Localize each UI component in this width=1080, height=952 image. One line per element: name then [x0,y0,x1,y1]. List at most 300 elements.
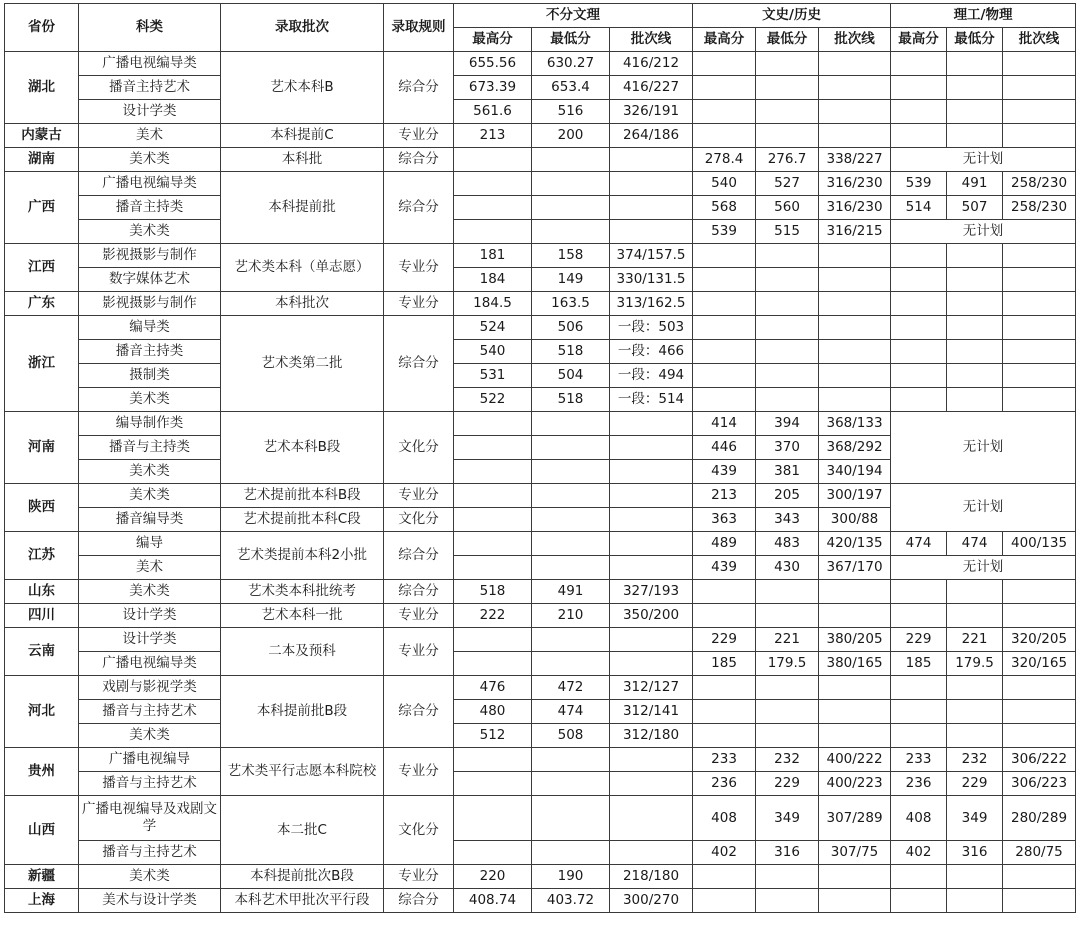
science-score-cell [1003,580,1076,604]
undivided-score-cell: 518 [454,580,532,604]
science-score-cell [947,76,1003,100]
liberal-arts-score-cell [819,889,891,913]
province-cell: 河南 [5,412,79,484]
science-score-cell [1003,700,1076,724]
science-score-cell [891,100,947,124]
undivided-score-cell: 561.6 [454,100,532,124]
liberal-arts-score-cell [756,364,819,388]
undivided-score-cell [532,196,610,220]
rule-cell: 专业分 [384,484,454,508]
header-batch: 录取批次 [221,4,384,52]
liberal-arts-score-cell: 394 [756,412,819,436]
batch-cell: 本科提前C [221,124,384,148]
science-score-cell: 280/75 [1003,841,1076,865]
undivided-score-cell: 190 [532,865,610,889]
batch-cell: 艺术提前批本科B段 [221,484,384,508]
table-body [5,52,1076,913]
subject-cell: 摄制类 [79,364,221,388]
liberal-arts-score-cell: 527 [756,172,819,196]
table-row [5,76,1076,100]
liberal-arts-score-cell: 343 [756,508,819,532]
science-score-cell: 474 [947,532,1003,556]
liberal-arts-score-cell [756,268,819,292]
undivided-score-cell: 163.5 [532,292,610,316]
table-row [5,676,1076,700]
rule-cell: 综合分 [384,532,454,580]
rule-cell: 专业分 [384,124,454,148]
undivided-score-cell: 313/162.5 [610,292,693,316]
liberal-arts-score-cell [693,865,756,889]
undivided-score-cell: 506 [532,316,610,340]
province-cell: 江苏 [5,532,79,580]
liberal-arts-score-cell [693,724,756,748]
batch-cell: 本科批次 [221,292,384,316]
liberal-arts-score-cell: 179.5 [756,652,819,676]
liberal-arts-score-cell: 316/230 [819,172,891,196]
liberal-arts-score-cell: 400/222 [819,748,891,772]
undivided-score-cell: 655.56 [454,52,532,76]
undivided-score-cell [532,172,610,196]
liberal-arts-score-cell [756,316,819,340]
header-ws-max: 最高分 [693,28,756,52]
province-cell: 云南 [5,628,79,676]
province-cell: 新疆 [5,865,79,889]
table-row [5,388,1076,412]
liberal-arts-score-cell [756,100,819,124]
undivided-score-cell [532,532,610,556]
header-nf-max: 最高分 [454,28,532,52]
liberal-arts-score-cell [756,676,819,700]
undivided-score-cell: 516 [532,100,610,124]
undivided-score-cell [454,748,532,772]
table-row [5,700,1076,724]
undivided-score-cell: 184.5 [454,292,532,316]
liberal-arts-score-cell: 236 [693,772,756,796]
undivided-score-cell: 491 [532,580,610,604]
table-row [5,268,1076,292]
subject-cell: 广播电视编导 [79,748,221,772]
batch-cell: 本科提前批次B段 [221,865,384,889]
undivided-score-cell [610,841,693,865]
undivided-score-cell [610,652,693,676]
science-score-cell [891,76,947,100]
liberal-arts-score-cell [693,580,756,604]
undivided-score-cell: 630.27 [532,52,610,76]
liberal-arts-score-cell [693,100,756,124]
batch-cell: 艺术类平行志愿本科院校 [221,748,384,796]
science-score-cell: 316 [947,841,1003,865]
liberal-arts-score-cell [693,316,756,340]
science-score-cell [1003,604,1076,628]
table-row [5,364,1076,388]
header-ws-min: 最低分 [756,28,819,52]
undivided-score-cell: 222 [454,604,532,628]
undivided-score-cell: 518 [532,388,610,412]
province-cell: 贵州 [5,748,79,796]
undivided-score-cell [610,748,693,772]
liberal-arts-score-cell: 420/135 [819,532,891,556]
batch-cell: 本科艺术甲批次平行段 [221,889,384,913]
science-score-cell [947,364,1003,388]
table-row [5,484,1076,508]
science-score-cell [891,268,947,292]
header-province: 省份 [5,4,79,52]
undivided-score-cell [532,628,610,652]
batch-cell: 本科提前批B段 [221,676,384,748]
table-row [5,196,1076,220]
subject-cell: 播音与主持类 [79,436,221,460]
table-row [5,889,1076,913]
science-score-cell: 185 [891,652,947,676]
science-score-cell [1003,52,1076,76]
liberal-arts-score-cell [693,364,756,388]
subject-cell: 播音与主持艺术 [79,700,221,724]
subject-cell: 美术 [79,556,221,580]
liberal-arts-score-cell [819,100,891,124]
science-score-cell [891,292,947,316]
subject-cell: 播音主持类 [79,196,221,220]
undivided-score-cell: 518 [532,340,610,364]
undivided-score-cell [454,172,532,196]
subject-cell: 编导制作类 [79,412,221,436]
liberal-arts-score-cell: 414 [693,412,756,436]
undivided-score-cell [610,532,693,556]
science-score-cell [891,865,947,889]
liberal-arts-score-cell: 205 [756,484,819,508]
liberal-arts-score-cell [819,76,891,100]
liberal-arts-score-cell [819,340,891,364]
undivided-score-cell [532,796,610,841]
science-score-cell [947,52,1003,76]
liberal-arts-score-cell: 483 [756,532,819,556]
subject-cell: 设计学类 [79,628,221,652]
subject-cell: 编导 [79,532,221,556]
science-score-cell: 507 [947,196,1003,220]
science-score-cell: 514 [891,196,947,220]
undivided-score-cell: 312/127 [610,676,693,700]
rule-cell: 综合分 [384,580,454,604]
batch-cell: 艺术本科一批 [221,604,384,628]
undivided-score-cell: 350/200 [610,604,693,628]
science-no-plan-cell: 无计划 [891,412,1076,484]
liberal-arts-score-cell [693,124,756,148]
liberal-arts-score-cell: 560 [756,196,819,220]
undivided-score-cell: 474 [532,700,610,724]
undivided-score-cell [532,148,610,172]
science-score-cell [891,889,947,913]
table-row [5,556,1076,580]
liberal-arts-score-cell [693,889,756,913]
liberal-arts-score-cell [819,364,891,388]
liberal-arts-score-cell: 349 [756,796,819,841]
undivided-score-cell: 416/227 [610,76,693,100]
liberal-arts-score-cell: 439 [693,556,756,580]
province-cell: 广西 [5,172,79,244]
science-score-cell: 233 [891,748,947,772]
science-score-cell [947,244,1003,268]
province-cell: 山东 [5,580,79,604]
liberal-arts-score-cell: 489 [693,532,756,556]
science-score-cell [947,316,1003,340]
undivided-score-cell [454,436,532,460]
science-score-cell [891,340,947,364]
subject-cell: 广播电视编导类 [79,52,221,76]
undivided-score-cell [610,148,693,172]
liberal-arts-score-cell [756,700,819,724]
subject-cell: 影视摄影与制作 [79,244,221,268]
science-score-cell: 539 [891,172,947,196]
subject-cell: 播音主持艺术 [79,76,221,100]
undivided-score-cell [610,628,693,652]
undivided-score-cell [610,460,693,484]
liberal-arts-score-cell [819,700,891,724]
table-row [5,244,1076,268]
header-subject: 科类 [79,4,221,52]
liberal-arts-score-cell [819,676,891,700]
table-row [5,52,1076,76]
undivided-score-cell [532,556,610,580]
header-nf-min: 最低分 [532,28,610,52]
admission-score-table [4,3,1076,913]
liberal-arts-score-cell [756,604,819,628]
subject-cell: 美术与设计学类 [79,889,221,913]
liberal-arts-score-cell: 232 [756,748,819,772]
rule-cell: 综合分 [384,172,454,244]
undivided-score-cell: 一段：503 [610,316,693,340]
undivided-score-cell [610,796,693,841]
rule-cell: 文化分 [384,412,454,484]
liberal-arts-score-cell [819,244,891,268]
science-score-cell [1003,889,1076,913]
liberal-arts-score-cell [693,268,756,292]
science-score-cell [891,604,947,628]
liberal-arts-score-cell: 307/289 [819,796,891,841]
undivided-score-cell: 403.72 [532,889,610,913]
province-cell: 内蒙古 [5,124,79,148]
science-score-cell [1003,244,1076,268]
subject-cell: 数字媒体艺术 [79,268,221,292]
undivided-score-cell [532,460,610,484]
undivided-score-cell [454,196,532,220]
liberal-arts-score-cell [693,676,756,700]
subject-cell: 设计学类 [79,604,221,628]
liberal-arts-score-cell: 400/223 [819,772,891,796]
science-score-cell [1003,364,1076,388]
science-score-cell [947,724,1003,748]
undivided-score-cell [610,436,693,460]
liberal-arts-score-cell: 380/205 [819,628,891,652]
rule-cell: 文化分 [384,508,454,532]
liberal-arts-score-cell [693,340,756,364]
liberal-arts-score-cell: 568 [693,196,756,220]
table-row [5,316,1076,340]
undivided-score-cell: 522 [454,388,532,412]
undivided-score-cell [610,772,693,796]
undivided-score-cell: 一段：466 [610,340,693,364]
liberal-arts-score-cell [819,52,891,76]
science-score-cell [891,580,947,604]
header-group-liberal-arts: 文史/历史 [693,4,891,28]
undivided-score-cell: 540 [454,340,532,364]
science-no-plan-cell: 无计划 [891,220,1076,244]
liberal-arts-score-cell: 539 [693,220,756,244]
batch-cell: 本二批C [221,796,384,865]
subject-cell: 戏剧与影视学类 [79,676,221,700]
liberal-arts-score-cell: 229 [693,628,756,652]
subject-cell: 美术类 [79,484,221,508]
liberal-arts-score-cell [819,580,891,604]
table-row [5,220,1076,244]
undivided-score-cell [454,841,532,865]
table-row [5,748,1076,772]
science-score-cell [947,292,1003,316]
liberal-arts-score-cell [693,388,756,412]
undivided-score-cell: 524 [454,316,532,340]
undivided-score-cell [454,220,532,244]
batch-cell: 艺术类本科批统考 [221,580,384,604]
undivided-score-cell [454,460,532,484]
undivided-score-cell [454,556,532,580]
undivided-score-cell: 312/180 [610,724,693,748]
undivided-score-cell [532,220,610,244]
undivided-score-cell: 326/191 [610,100,693,124]
science-score-cell [1003,292,1076,316]
science-score-cell [1003,76,1076,100]
province-cell: 广东 [5,292,79,316]
undivided-score-cell [454,412,532,436]
table-row [5,604,1076,628]
science-score-cell [891,676,947,700]
undivided-score-cell [610,484,693,508]
science-score-cell: 221 [947,628,1003,652]
liberal-arts-score-cell: 367/170 [819,556,891,580]
liberal-arts-score-cell: 300/197 [819,484,891,508]
science-no-plan-cell: 无计划 [891,556,1076,580]
science-score-cell [891,364,947,388]
liberal-arts-score-cell: 338/227 [819,148,891,172]
undivided-score-cell: 508 [532,724,610,748]
rule-cell: 专业分 [384,604,454,628]
undivided-score-cell: 158 [532,244,610,268]
science-score-cell [947,676,1003,700]
science-score-cell: 320/165 [1003,652,1076,676]
subject-cell: 美术类 [79,148,221,172]
liberal-arts-score-cell: 213 [693,484,756,508]
science-score-cell: 258/230 [1003,172,1076,196]
undivided-score-cell [610,508,693,532]
science-score-cell [947,124,1003,148]
undivided-score-cell [454,508,532,532]
science-score-cell [1003,865,1076,889]
rule-cell: 专业分 [384,292,454,316]
province-cell: 陕西 [5,484,79,532]
liberal-arts-score-cell [756,340,819,364]
undivided-score-cell [532,652,610,676]
subject-cell: 美术类 [79,724,221,748]
subject-cell: 美术类 [79,388,221,412]
batch-cell: 艺术本科B段 [221,412,384,484]
subject-cell: 广播电视编导类 [79,172,221,196]
rule-cell: 综合分 [384,52,454,124]
science-score-cell [1003,124,1076,148]
liberal-arts-score-cell: 540 [693,172,756,196]
undivided-score-cell: 416/212 [610,52,693,76]
undivided-score-cell [454,484,532,508]
batch-cell: 艺术类本科（单志愿） [221,244,384,292]
science-score-cell [891,124,947,148]
liberal-arts-score-cell [756,724,819,748]
undivided-score-cell: 673.39 [454,76,532,100]
undivided-score-cell [532,484,610,508]
liberal-arts-score-cell: 439 [693,460,756,484]
undivided-score-cell [610,220,693,244]
rule-cell: 综合分 [384,889,454,913]
subject-cell: 播音主持类 [79,340,221,364]
undivided-score-cell: 149 [532,268,610,292]
province-cell: 江西 [5,244,79,292]
batch-cell: 艺术类提前本科2小批 [221,532,384,580]
science-score-cell: 408 [891,796,947,841]
liberal-arts-score-cell [819,865,891,889]
undivided-score-cell: 218/180 [610,865,693,889]
undivided-score-cell [610,196,693,220]
subject-cell: 美术类 [79,865,221,889]
liberal-arts-score-cell: 221 [756,628,819,652]
undivided-score-cell: 512 [454,724,532,748]
province-cell: 浙江 [5,316,79,412]
liberal-arts-score-cell: 380/165 [819,652,891,676]
undivided-score-cell: 210 [532,604,610,628]
science-score-cell [947,100,1003,124]
liberal-arts-score-cell [756,292,819,316]
province-cell: 四川 [5,604,79,628]
science-score-cell [1003,676,1076,700]
liberal-arts-score-cell: 363 [693,508,756,532]
liberal-arts-score-cell: 430 [756,556,819,580]
liberal-arts-score-cell: 515 [756,220,819,244]
science-score-cell [891,244,947,268]
undivided-score-cell [532,748,610,772]
header-group-science: 理工/物理 [891,4,1076,28]
table-row [5,865,1076,889]
province-cell: 湖南 [5,148,79,172]
science-score-cell: 232 [947,748,1003,772]
science-score-cell [947,604,1003,628]
header-lg-min: 最低分 [947,28,1003,52]
liberal-arts-score-cell: 381 [756,460,819,484]
liberal-arts-score-cell [756,52,819,76]
science-score-cell: 306/222 [1003,748,1076,772]
liberal-arts-score-cell [756,76,819,100]
header-lg-line: 批次线 [1003,28,1076,52]
liberal-arts-score-cell: 370 [756,436,819,460]
subject-cell: 广播电视编导类 [79,652,221,676]
undivided-score-cell: 300/270 [610,889,693,913]
science-score-cell: 400/135 [1003,532,1076,556]
province-cell: 山西 [5,796,79,865]
rule-cell: 综合分 [384,148,454,172]
science-score-cell [1003,268,1076,292]
liberal-arts-score-cell: 368/292 [819,436,891,460]
undivided-score-cell: 408.74 [454,889,532,913]
liberal-arts-score-cell: 276.7 [756,148,819,172]
liberal-arts-score-cell [693,604,756,628]
undivided-score-cell: 181 [454,244,532,268]
table-row [5,628,1076,652]
undivided-score-cell: 200 [532,124,610,148]
liberal-arts-score-cell: 316/215 [819,220,891,244]
batch-cell: 艺术提前批本科C段 [221,508,384,532]
